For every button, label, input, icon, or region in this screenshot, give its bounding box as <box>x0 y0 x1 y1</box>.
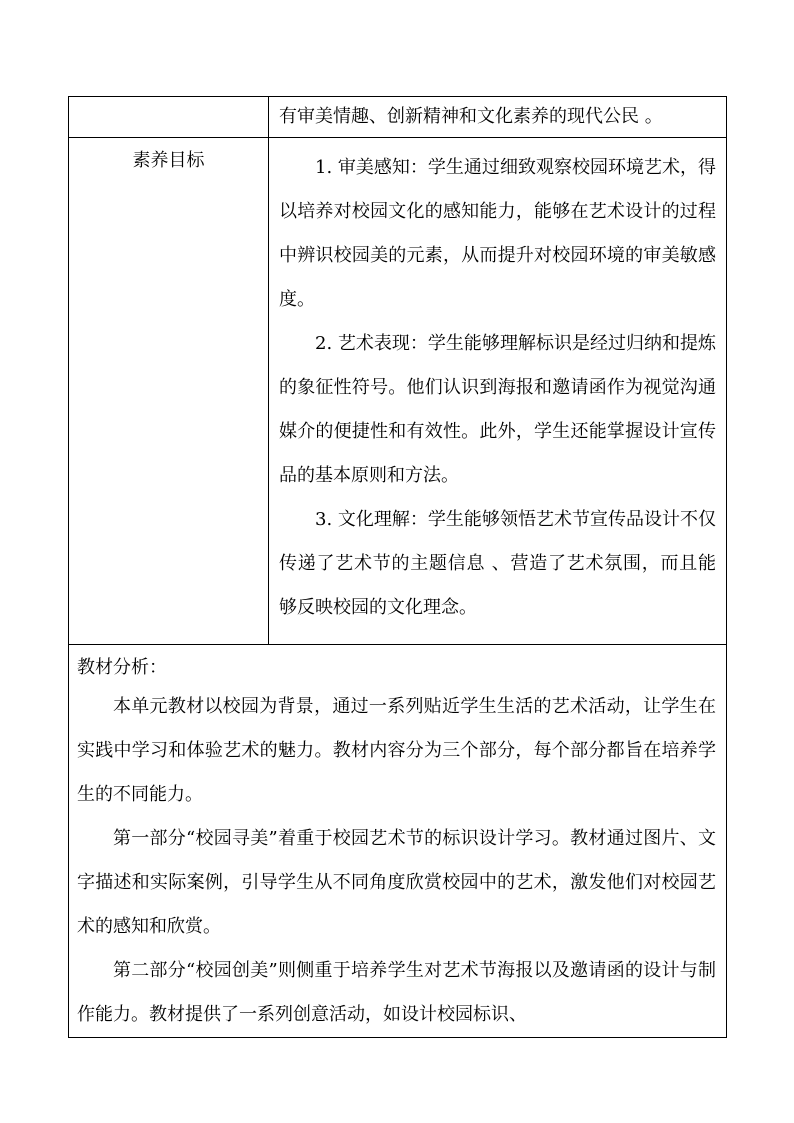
table-row <box>69 645 727 1038</box>
competency-goals-label-cell <box>69 138 269 645</box>
lesson-plan-table <box>68 96 727 1038</box>
table-row <box>69 97 727 138</box>
goal-item: 2. 艺术表现：学生能够理解标识是经过归纳和提炼的象征性符号。他们认识到海报和邀请函作为视觉沟通媒介的便捷性和有效性。此外，学生还能掌握设计宣传品的基本原则和方法。 <box>279 333 716 486</box>
empty-label-cell <box>69 97 269 138</box>
competency-goals-content-cell <box>269 138 727 645</box>
textbook-analysis-cell <box>69 645 727 1038</box>
row1-text: 有审美情趣、创新精神和文化素养的现代公民 。 <box>279 106 663 127</box>
table-row <box>69 138 727 645</box>
analysis-paragraph: 第一部分“校园寻美”着重于校园艺术节的标识设计学习。教材通过图片、文字描述和实际案例，引导学生从不同角度欣赏校园中的艺术，激发他们对校园艺术的感知和欣赏。 <box>77 828 716 937</box>
analysis-paragraph: 本单元教材以校园为背景，通过一系列贴近学生生活的艺术活动，让学生在实践中学习和体验艺术的魅力。教材内容分为三个部分，每个部分都旨在培养学生的不同能力。 <box>77 696 716 805</box>
row1-content-cell <box>269 97 727 138</box>
textbook-analysis-title: 教材分析： <box>77 657 167 678</box>
goal-item: 3. 文化理解：学生能够领悟艺术节宣传品设计不仅传递了艺术节的主题信息 、营造了艺术氛围，而且能够反映校园的文化理念。 <box>279 509 716 618</box>
analysis-paragraph: 第二部分“校园创美”则侧重于培养学生对艺术节海报以及邀请函的设计与制作能力。教材提供了一系列创意活动，如设计校园标识、 <box>77 960 716 1025</box>
competency-goals-label: 素养目标 <box>132 150 205 171</box>
goal-item: 1. 审美感知：学生通过细致观察校园环境艺术，得以培养对校园文化的感知能力，能够在艺术设计的过程中辨识校园美的元素，从而提升对校园环境的审美敏感度。 <box>279 157 716 310</box>
